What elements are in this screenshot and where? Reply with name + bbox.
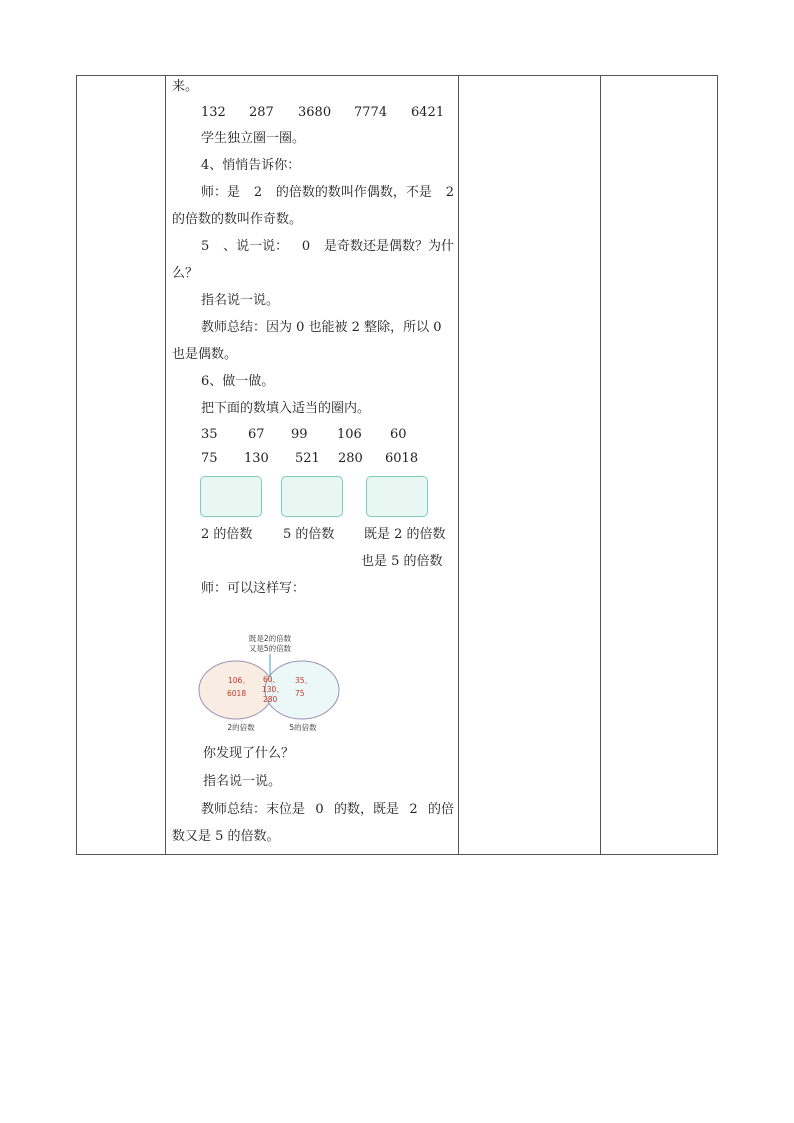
box-label: 2 的倍数 <box>201 527 253 542</box>
number: 60 <box>390 427 407 442</box>
number: 132 <box>201 105 226 120</box>
answer-box-multiples-of-2 <box>200 476 262 517</box>
number: 106 <box>337 427 362 442</box>
venn-right-number: 35、 <box>295 676 313 685</box>
number: 6018 <box>385 451 419 466</box>
text-line: 指名说一说。 <box>201 293 280 308</box>
text-line: 数又是 5 的倍数。 <box>172 829 280 844</box>
venn-right-number: 75 <box>295 689 305 698</box>
venn-top-label: 既是2的倍数 <box>248 634 292 643</box>
box-label: 5 的倍数 <box>283 527 335 542</box>
number: 287 <box>249 105 274 120</box>
number: 3680 <box>298 105 332 120</box>
text-line: 把下面的数填入适当的圈内。 <box>201 401 371 416</box>
box-label: 也是 5 的倍数 <box>361 554 443 569</box>
number: 99 <box>291 427 308 442</box>
number-row-2 <box>201 426 407 444</box>
section-heading: 6、做一做。 <box>201 374 275 389</box>
number: 35 <box>201 427 218 442</box>
section-heading: 5 、说一说： 0 是奇数还是偶数？为什 <box>201 239 454 254</box>
venn-bottom-label: 5的倍数 <box>289 723 317 732</box>
number: 75 <box>201 451 218 466</box>
number: 280 <box>338 451 363 466</box>
venn-middle-number: 60、 <box>263 675 281 684</box>
text-line: 教师总结：因为 0 也能被 2 整除，所以 0 <box>201 320 442 335</box>
number-row-3 <box>201 450 418 468</box>
venn-left-number: 106、 <box>228 676 250 685</box>
number-row-1 <box>201 104 444 122</box>
text-line: 教师总结：末位是 0 的数，既是 2 的倍 <box>201 802 454 817</box>
number: 7774 <box>354 105 388 120</box>
answer-box-multiples-of-5 <box>281 476 343 517</box>
text-line: 的倍数的数叫作奇数。 <box>172 212 303 227</box>
venn-bottom-label: 2的倍数 <box>227 723 255 732</box>
number: 130 <box>244 451 269 466</box>
column-divider <box>600 76 601 854</box>
venn-diagram <box>196 628 346 738</box>
number: 6421 <box>411 105 445 120</box>
section-heading: 4、悄悄告诉你： <box>201 158 301 173</box>
text-line: 你发现了什么？ <box>203 746 295 761</box>
text-line: 学生独立圈一圈。 <box>201 131 306 146</box>
answer-box-multiples-of-both <box>366 476 428 517</box>
text-line: 么？ <box>172 266 199 281</box>
text-line: 师：可以这样写： <box>201 581 306 596</box>
box-label: 既是 2 的倍数 <box>364 527 446 542</box>
venn-top-label: 又是5的倍数 <box>248 644 292 653</box>
venn-middle-number: 130、 <box>262 685 284 694</box>
number: 67 <box>248 427 265 442</box>
text-line: 指名说一说。 <box>203 774 282 789</box>
number: 521 <box>295 451 320 466</box>
text-line: 师：是 2 的倍数的数叫作偶数，不是 2 <box>201 185 454 200</box>
venn-middle-number: 280 <box>263 695 278 704</box>
column-divider <box>458 76 459 854</box>
venn-left-number: 6018 <box>227 689 247 698</box>
text-line: 来。 <box>172 79 199 94</box>
column-divider <box>165 76 166 854</box>
text-line: 也是偶数。 <box>172 347 238 362</box>
